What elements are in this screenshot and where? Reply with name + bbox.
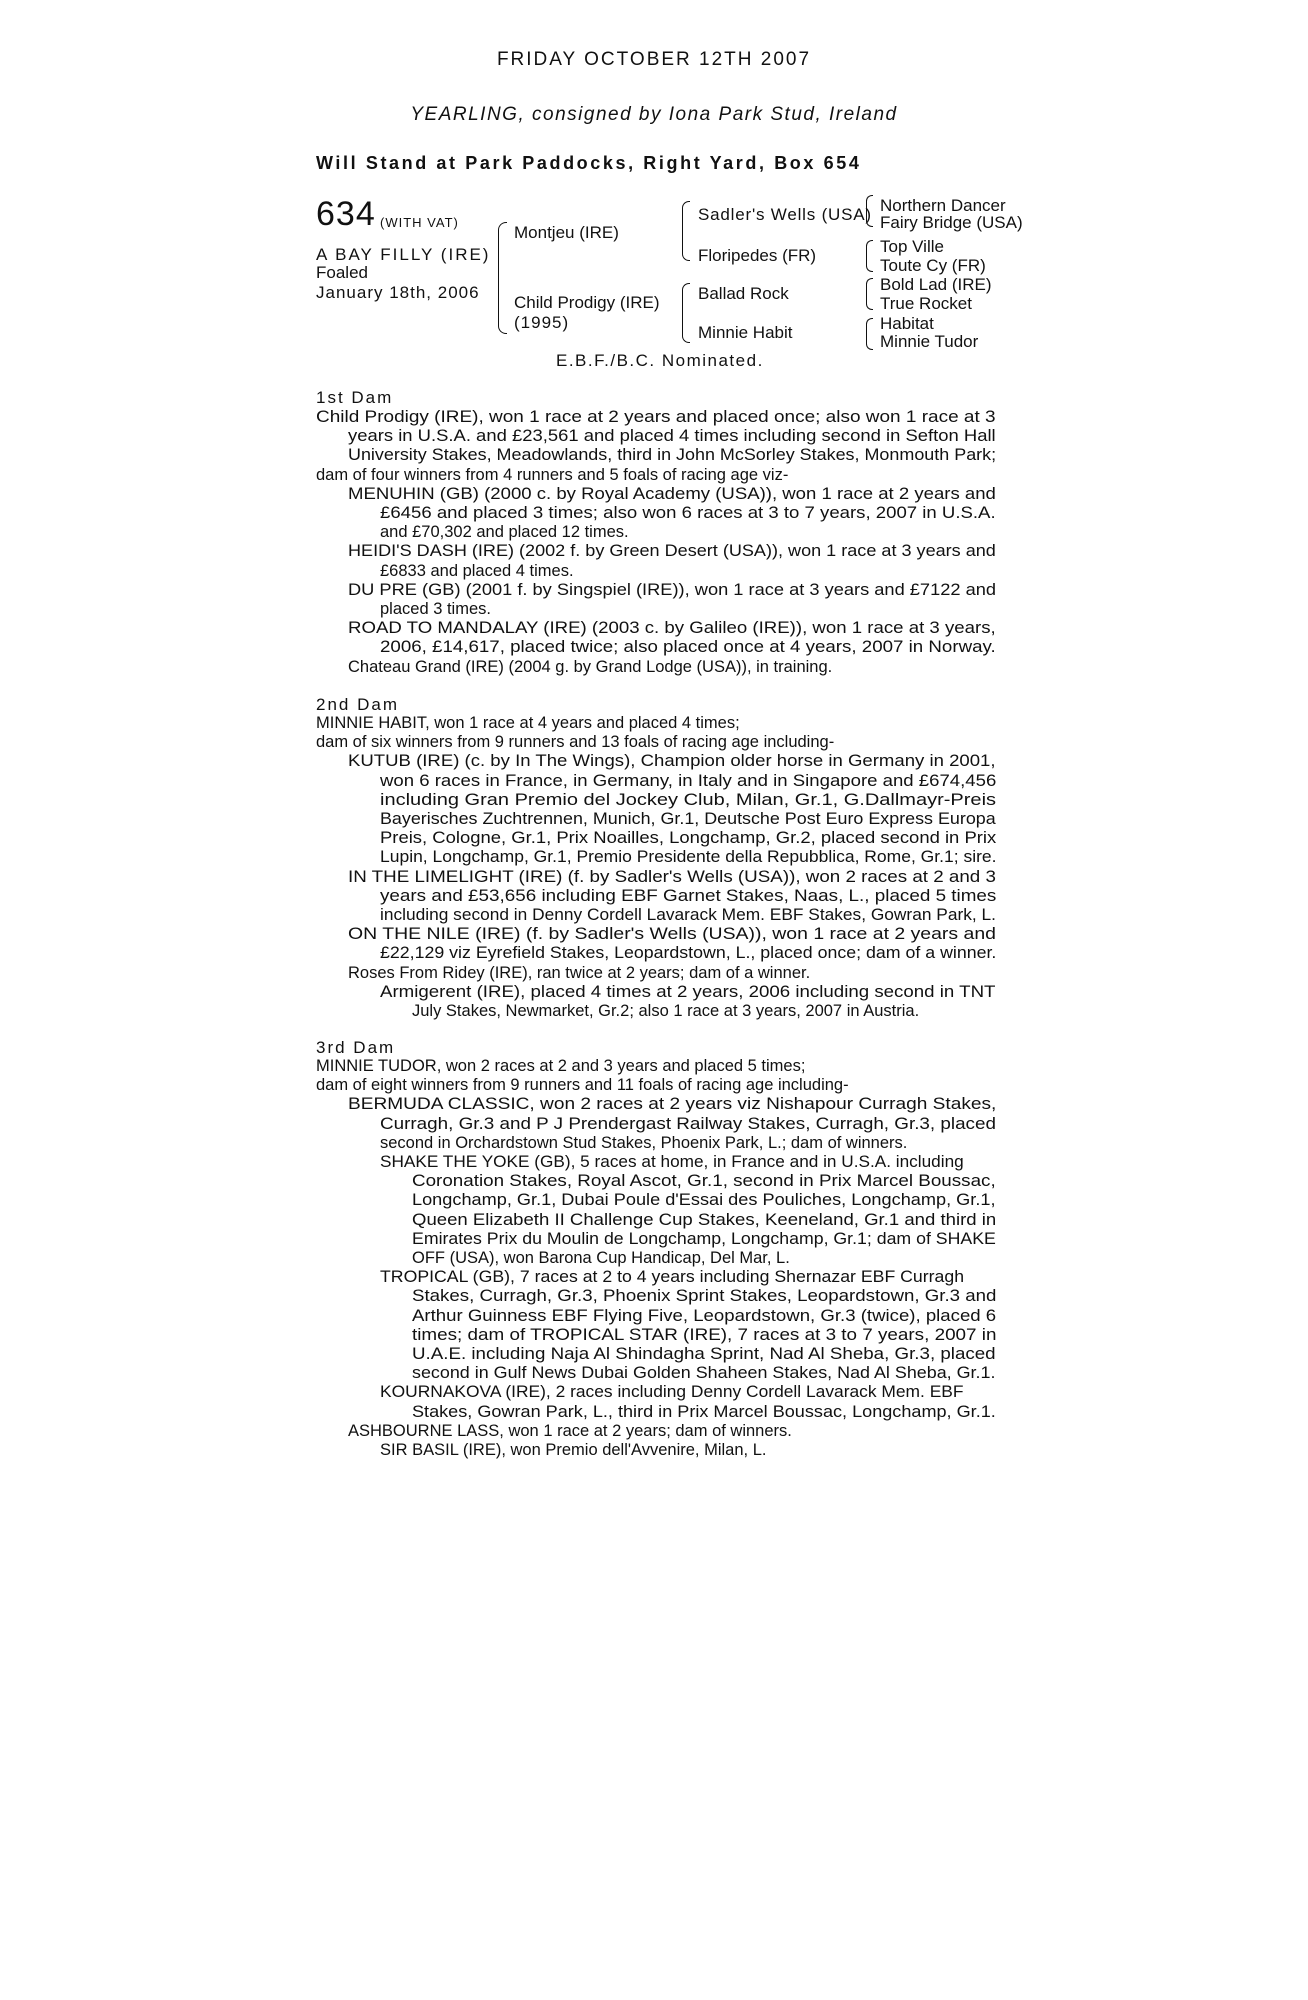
lot-title: A BAY FILLY (IRE) [316, 245, 491, 264]
first-dam-line: 2006, £14,617, placed twice; also placed once at 4 years, 2007 in Norway. [380, 638, 996, 657]
second-dam-line: £22,129 viz Eyrefield Stakes, Leopardstown, L., placed once; dam of a winner. [380, 944, 997, 963]
second-dam-line: dam of six winners from 9 runners and 13 foals of racing age including- [316, 733, 835, 752]
second-dam-line: Bayerisches Zuchtrennen, Munich, Gr.1, Deutsche Post Euro Express Europa [380, 810, 996, 828]
pedigree-dam: Child Prodigy (IRE) [514, 293, 660, 312]
third-dam-line: BERMUDA CLASSIC, won 2 races at 2 years viz Nishapour Curragh Stakes, [348, 1095, 997, 1114]
pedigree-dam-year: (1995) [514, 313, 570, 332]
sale-date: FRIDAY OCTOBER 12TH 2007 [496, 49, 812, 70]
pedigree-sdd: Toute Cy (FR) [880, 256, 986, 275]
third-dam-line: SIR BASIL (IRE), won Premio dell'Avvenire, Milan, L. [380, 1441, 767, 1459]
pedigree-ssd: Fairy Bridge (USA) [880, 213, 1023, 232]
first-dam-line: placed 3 times. [380, 600, 491, 618]
pedigree-ddd: Minnie Tudor [880, 332, 979, 351]
second-dam-line: Roses From Ridey (IRE), ran twice at 2 years; dam of a winner. [348, 963, 811, 982]
first-dam-line: dam of four winners from 4 runners and 5 foals of racing age viz- [316, 465, 789, 484]
second-dam-line: including second in Denny Cordell Lavarack Mem. EBF Stakes, Gowran Park, L. [380, 906, 996, 924]
second-dam-line: Lupin, Longchamp, Gr.1, Premio Presidente della Repubblica, Rome, Gr.1; sire. [380, 848, 997, 867]
nomination-note: E.B.F./B.C. Nominated. [556, 351, 764, 370]
third-dam-line: ASHBOURNE LASS, won 1 race at 2 years; dam of winners. [348, 1421, 792, 1440]
third-dam-line: Arthur Guinness EBF Flying Five, Leopardstown, Gr.3 (twice), placed 6 [412, 1306, 997, 1325]
third-dam-line: times; dam of TROPICAL STAR (IRE), 7 races at 3 to 7 years, 2007 in [412, 1325, 997, 1344]
second-dam-line: Preis, Cologne, Gr.1, Prix Noailles, Longchamp, Gr.2, placed second in Prix [380, 829, 997, 848]
pedigree-dss: Bold Lad (IRE) [880, 275, 992, 294]
pedigree-brace-ds [866, 278, 873, 310]
pedigree-brace-main [498, 222, 507, 334]
pedigree-brace-dd [866, 318, 873, 350]
third-dam-line: U.A.E. including Naja Al Shindagha Sprint, Nad Al Sheba, Gr.3, placed [412, 1345, 996, 1363]
third-dam-line: Coronation Stakes, Royal Ascot, Gr.1, second in Prix Marcel Boussac, [412, 1172, 996, 1191]
lot-number: 634 [316, 195, 376, 233]
foaled-label: Foaled [316, 263, 368, 282]
first-dam-line: £6833 and placed 4 times. [380, 561, 574, 580]
pedigree-brace-dam [682, 283, 690, 343]
stand-location: Will Stand at Park Paddocks, Right Yard, Box 654 [316, 153, 862, 173]
third-dam-line: OFF (USA), won Barona Cup Handicap, Del Mar, L. [412, 1249, 790, 1267]
first-dam-line: HEIDI'S DASH (IRE) (2002 f. by Green Desert (USA)), won 1 race at 3 years and [348, 542, 996, 561]
first-dam-line: years in U.S.A. and £23,561 and placed 4 times including second in Sefton Hall [348, 427, 996, 446]
pedigree-sds: Top Ville [880, 237, 944, 256]
pedigree-sire: Montjeu (IRE) [514, 223, 619, 242]
first-dam-line: Child Prodigy (IRE), won 1 race at 2 years and placed once; also won 1 race at 3 [316, 408, 996, 426]
third-dam-line: Queen Elizabeth II Challenge Cup Stakes, Keeneland, Gr.1 and third in [412, 1210, 997, 1229]
second-dam-line: years and £53,656 including EBF Garnet Stakes, Naas, L., placed 5 times [380, 886, 997, 905]
first-dam-line: Chateau Grand (IRE) (2004 g. by Grand Lodge (USA)), in training. [348, 657, 833, 676]
first-dam-line: University Stakes, Meadowlands, third in John McSorley Stakes, Monmouth Park; [348, 446, 997, 465]
second-dam-line: Armigerent (IRE), placed 4 times at 2 years, 2006 including second in TNT [380, 982, 996, 1001]
pedigree-ds: Ballad Rock [698, 284, 789, 303]
pedigree-brace-sire [682, 201, 690, 261]
vat-note: (WITH VAT) [380, 215, 459, 230]
first-dam-line: £6456 and placed 3 times; also won 6 races at 3 to 7 years, 2007 in U.S.A. [380, 504, 996, 522]
third-dam-line: second in Orchardstown Stud Stakes, Phoenix Park, L.; dam of winners. [380, 1133, 908, 1152]
second-dam-line: ON THE NILE (IRE) (f. by Sadler's Wells (USA)), won 1 race at 2 years and [348, 925, 996, 944]
pedigree-brace-sd [866, 240, 873, 272]
third-dam-line: dam of eight winners from 9 runners and 11 foals of racing age including- [316, 1076, 849, 1095]
second-dam-line: July Stakes, Newmarket, Gr.2; also 1 race at 3 years, 2007 in Austria. [412, 1002, 920, 1020]
pedigree-sd: Floripedes (FR) [698, 246, 817, 265]
third-dam-line: TROPICAL (GB), 7 races at 2 to 4 years including Shernazar EBF Curragh [380, 1268, 965, 1287]
first-dam-heading: 1st Dam [316, 388, 394, 407]
third-dam-line: SHAKE THE YOKE (GB), 5 races at home, in France and in U.S.A. including [380, 1153, 964, 1171]
consignment-line: YEARLING, consigned by Iona Park Stud, Ireland [410, 104, 898, 125]
third-dam-heading: 3rd Dam [316, 1038, 396, 1057]
second-dam-heading: 2nd Dam [316, 695, 399, 714]
pedigree-dd: Minnie Habit [698, 323, 793, 342]
first-dam-line: MENUHIN (GB) (2000 c. by Royal Academy (USA)), won 1 race at 2 years and [348, 484, 996, 503]
third-dam-line: Longchamp, Gr.1, Dubai Poule d'Essai des Pouliches, Longchamp, Gr.1, [412, 1191, 996, 1210]
pedigree-ss: Sadler's Wells (USA) [698, 205, 872, 224]
third-dam-line: second in Gulf News Dubai Golden Shaheen Stakes, Nad Al Sheba, Gr.1. [412, 1364, 996, 1383]
third-dam-line: KOURNAKOVA (IRE), 2 races including Denny Cordell Lavarack Mem. EBF [380, 1383, 964, 1402]
pedigree-sss: Northern Dancer [880, 196, 1006, 215]
second-dam-line: IN THE LIMELIGHT (IRE) (f. by Sadler's Wells (USA)), won 2 races at 2 and 3 [348, 867, 996, 886]
second-dam-line: KUTUB (IRE) (c. by In The Wings), Champion older horse in Germany in 2001, [348, 752, 996, 771]
first-dam-line: ROAD TO MANDALAY (IRE) (2003 c. by Galileo (IRE)), won 1 race at 3 years, [348, 619, 996, 638]
third-dam-line: Curragh, Gr.3 and P J Prendergast Railway Stakes, Curragh, Gr.3, placed [380, 1114, 996, 1133]
pedigree-dsd: True Rocket [880, 294, 972, 313]
first-dam-line: DU PRE (GB) (2001 f. by Singspiel (IRE)), won 1 race at 3 years and £7122 and [348, 580, 997, 599]
third-dam-line: MINNIE TUDOR, won 2 races at 2 and 3 years and placed 5 times; [316, 1057, 806, 1075]
first-dam-line: and £70,302 and placed 12 times. [380, 523, 629, 542]
third-dam-line: Stakes, Curragh, Gr.3, Phoenix Sprint Stakes, Leopardstown, Gr.3 and [412, 1287, 997, 1306]
second-dam-line: including Gran Premio del Jockey Club, Milan, Gr.1, G.Dallmayr-Preis [380, 790, 997, 809]
second-dam-line: MINNIE HABIT, won 1 race at 4 years and placed 4 times; [316, 714, 740, 732]
third-dam-line: Emirates Prix du Moulin de Longchamp, Longchamp, Gr.1; dam of SHAKE [412, 1229, 996, 1248]
pedigree-dds: Habitat [880, 314, 934, 333]
second-dam-line: won 6 races in France, in Germany, in Italy and in Singapore and £674,456 [380, 771, 997, 790]
third-dam-line: Stakes, Gowran Park, L., third in Prix Marcel Boussac, Longchamp, Gr.1. [412, 1402, 996, 1421]
foaled-date: January 18th, 2006 [316, 283, 480, 302]
